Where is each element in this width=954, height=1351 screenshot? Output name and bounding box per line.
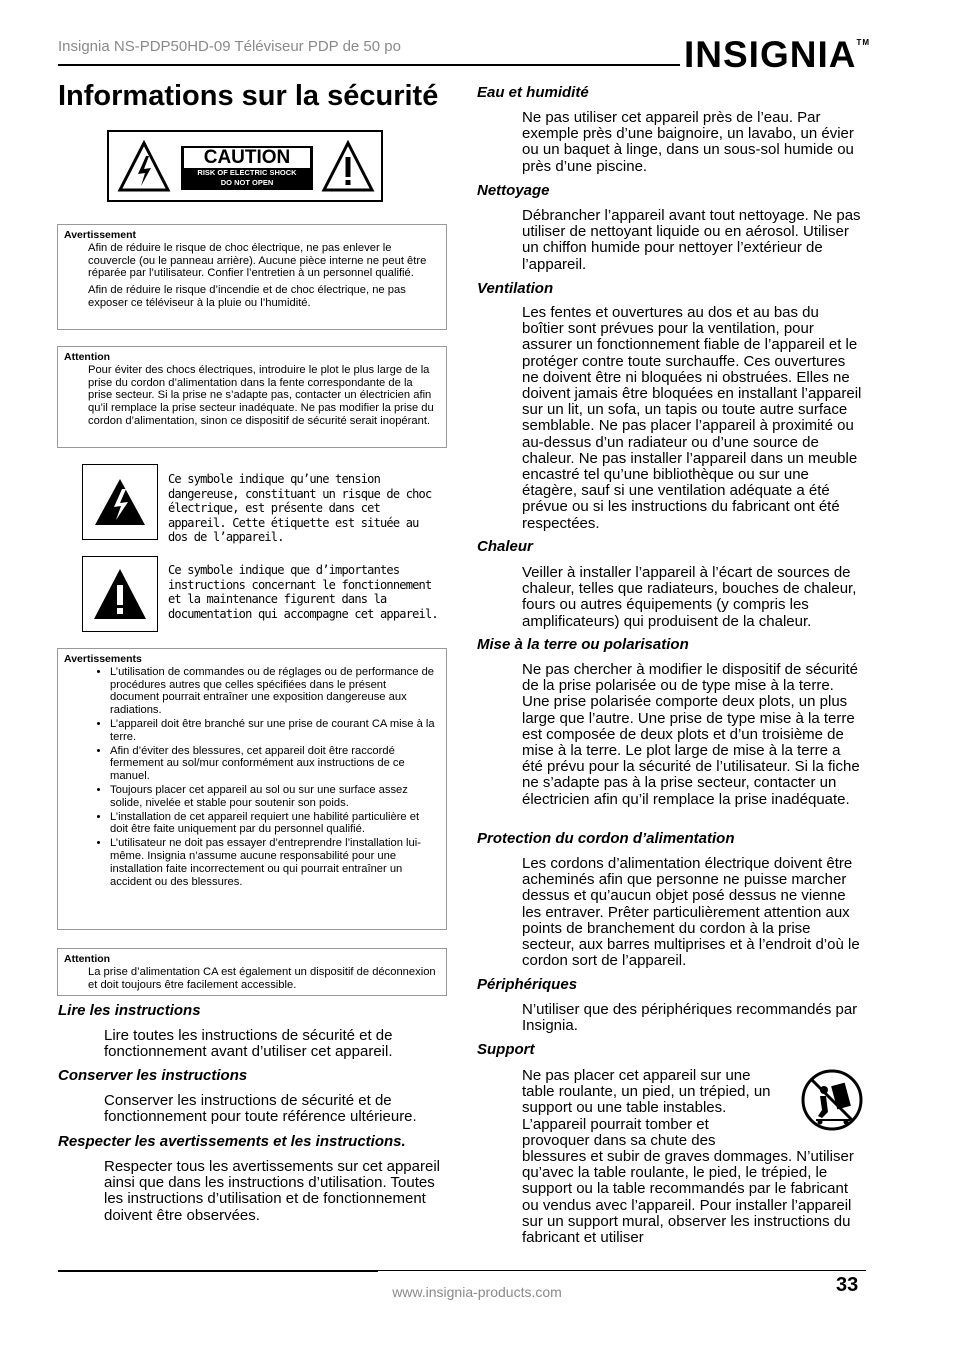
section-heading: Support [477, 1041, 535, 1058]
section-heading: Respecter les avertissements et les instructions. [58, 1133, 406, 1150]
support-body-short [522, 1068, 802, 1149]
support-line: table roulante, un pied, un trépied, un [522, 1083, 771, 1101]
note-paragraph: Pour éviter des chocs électriques, introduire le plot le plus large de la prise du cordon d’alimentation dans la fente correspondante de la prise secteur. Si la prise ne s’adapte pas, contacter un électricien afin qu’il remplace la prise secteur inadéquate. Ne pas modifier la prise du cordon d’alimentation, sinon ce dispositif de sécurité serait inopérant. [88, 363, 434, 427]
support-body-rest: blessures et subir de graves dommages. N’utiliser qu’avec la table roulante, le pied, le trépied, le support ou la table recommandés par le fabricant ou vendus avec l’appareil. Pour installer l’appareil sur un support mural, observer les instructions du fabricant et utiliser [522, 1148, 854, 1247]
exclamation-symbol-description: Ce symbole indique que d’importantes instructions concernant le fonctionnement et la maintenance figurent dans la documentation qui accompagne cet appareil. [168, 563, 438, 621]
logo-text: INSIGNIA [684, 34, 857, 75]
section-body: Lire toutes les instructions de sécurité et de fonctionnement avant d’utiliser cet appareil. [104, 1027, 393, 1061]
note-title: Attention [64, 351, 111, 363]
note-paragraph: La prise d’alimentation CA est également un dispositif de déconnexion et doit toujours être facilement accessible. [88, 965, 436, 991]
warning-list [64, 666, 436, 889]
section-heading: Protection du cordon d’alimentation [477, 830, 735, 847]
support-line: support ou une table instables. [522, 1099, 727, 1117]
section-heading: Eau et humidité [477, 84, 589, 101]
caution-line-2: DO NOT OPEN [220, 178, 274, 187]
section-heading: Lire les instructions [58, 1002, 201, 1019]
support-line: Ne pas placer cet appareil sur une [522, 1067, 751, 1084]
list-item: • Toujours placer cet appareil au sol ou sur une surface assez solide, nivelée et stable pour soutenir son poids. [110, 784, 436, 810]
section-body: N’utiliser que des périphériques recommandés par Insignia. [522, 1001, 858, 1035]
list-item: • L’installation de cet appareil requiert une habilité particulière et doit être faite uniquement par du personnel qualifié. [110, 811, 436, 837]
note-paragraph: Afin de réduire le risque d’incendie et de choc électrique, ne pas exposer ce téléviseur à la pluie ou l’humidité. [88, 284, 406, 309]
logo-trademark: TM [856, 38, 871, 47]
lightning-symbol-box [82, 464, 158, 540]
caution-title: CAUTION [184, 148, 310, 168]
section-body: Débrancher l’appareil avant tout nettoyage. Ne pas utiliser de nettoyant liquide ou en aérosol. Utiliser un chiffon humide pour nettoyer l’extérieur de l’appareil. [522, 207, 861, 273]
caution-label [107, 130, 383, 202]
document-header-title: Insignia NS-PDP50HD-09 Téléviseur PDP de 50 po [58, 38, 401, 55]
section-body: Respecter tous les avertissements sur cet appareil ainsi que dans les instructions d’utilisation. Toutes les instructions d’utilisation et de fonctionnement doivent être observées. [104, 1158, 440, 1224]
support-line: provoquer dans sa chute des [522, 1131, 716, 1149]
footer-rule [378, 1270, 866, 1271]
lightning-warning-icon [117, 140, 171, 194]
section-body: Les cordons d’alimentation électrique doivent être acheminés afin que personne ne puisse marcher dessus et qu’aucun objet posé dessus ne vienne les entraver. Prêter particulièrement attention aux points de branchement du cordon à la prise secteur, aux barres multiprises et à l’endroit d’où le cordon sort de l’appareil. [522, 855, 860, 970]
exclamation-warning-icon [83, 557, 157, 631]
avertissement-note [57, 224, 447, 330]
note-title: Attention [64, 953, 111, 965]
note-title: Avertissement [64, 229, 136, 241]
cart-tip-over-warning-icon [800, 1068, 864, 1132]
section-heading: Chaleur [477, 538, 533, 555]
section-body: Ne pas utiliser cet appareil près de l’eau. Par exemple près d’une baignoire, un lavabo, un évier ou un baquet à linge, dans un sous-sol humide ou près d’une piscine. [522, 109, 854, 175]
section-heading: Conserver les instructions [58, 1067, 248, 1084]
section-heading: Ventilation [477, 280, 554, 297]
header-rule [58, 64, 680, 66]
page-number: 33 [836, 1274, 859, 1296]
section-body: Veiller à installer l’appareil à l’écart de sources de chaleur, telles que radiateurs, bouches de chaleur, fours ou autres équipements (y compris les amplificateurs) qui produisent de la chaleur. [522, 564, 857, 630]
page-title: Informations sur la sécurité [58, 80, 439, 112]
list-item: • Afin d’éviter des blessures, cet appareil doit être raccordé fermement au sol/mur conformément aux instructions de ce manuel. [110, 745, 436, 783]
insignia-logo [684, 34, 870, 76]
avertissements-note [57, 648, 447, 930]
exclamation-warning-icon [321, 140, 375, 194]
lightning-symbol-description: Ce symbole indique qu’une tension dangereuse, constituant un risque de choc électrique, est présente dans cet appareil. Cette étiquette est située au dos de l’appareil. [168, 472, 432, 545]
footer-url: www.insignia-products.com [392, 1284, 562, 1300]
list-item: • L’appareil doit être branché sur une prise de courant CA mise à la terre. [110, 718, 436, 744]
list-item: • L’utilisation de commandes ou de réglages ou de performance de procédures autres que celles spécifiées dans le présent document pourrait entraîner une exposition dangereuse aux radiations. [110, 666, 436, 717]
caution-text-block [181, 146, 313, 190]
caution-line-1: RISK OF ELECTRIC SHOCK [197, 168, 297, 177]
exclamation-symbol-box [82, 556, 158, 632]
support-line: L’appareil pourrait tomber et [522, 1115, 709, 1133]
section-body: Les fentes et ouvertures au dos et au bas du boîtier sont prévues pour la ventilation, pour assurer un fonctionnement fiable de l’appareil et le protéger contre toute surchauffe. Ces ouvertures ne doivent être ni bloquées ni obstruées. Elles ne doivent jamais être bloquées en installant l’appareil sur un lit, un sofa, un tapis ou toute autre surface semblable. Ne pas placer l’appareil à proximité ou au-dessus d’un radiateur ou d’une source de chaleur. Ne pas installer l’appareil dans un meuble encastré tel qu’une bibliothèque ou sur une étagère, sauf si une ventilation adéquate a été prévue ou si les instructions du fabricant ont été respectées. [522, 304, 862, 532]
note-title: Avertissements [64, 653, 142, 665]
section-heading: Périphériques [477, 976, 578, 993]
attention-note [57, 346, 447, 448]
section-heading: Mise à la terre ou polarisation [477, 636, 689, 653]
footer-rule [58, 1270, 378, 1272]
list-item: • L’utilisateur ne doit pas essayer d’entreprendre l’installation lui-même. Insignia n’assume aucune responsabilité pour une installation faite incorrectement ou qui pourrait entraîner un accident ou des blessures. [110, 837, 436, 888]
note-paragraph: Afin de réduire le risque de choc électrique, ne pas enlever le couvercle (ou le panneau arrière). Aucune pièce interne ne peut être réparée par l’utilisateur. Confier l’entretien à un personnel qualifié. [88, 241, 427, 280]
section-body: Ne pas chercher à modifier le dispositif de sécurité de la prise polarisée ou de type mise à la terre. Une prise polarisée comporte deux plots, un plus large que l’autre. Une prise de type mise à la terre est composée de deux plots et d’un troisième de mise à la terre. Le plot large de mise à la terre a été prévu pour la sécurité de l’utilisateur. Si la fiche ne s’adapte pas à la prise secteur, contacter un électricien afin qu’il remplace la prise inadéquate. [522, 661, 860, 808]
lightning-warning-icon [83, 465, 157, 539]
section-body: Conserver les instructions de sécurité et de fonctionnement pour toute référence ultérieure. [104, 1092, 417, 1126]
section-heading: Nettoyage [477, 182, 550, 199]
attention-note [57, 948, 447, 996]
